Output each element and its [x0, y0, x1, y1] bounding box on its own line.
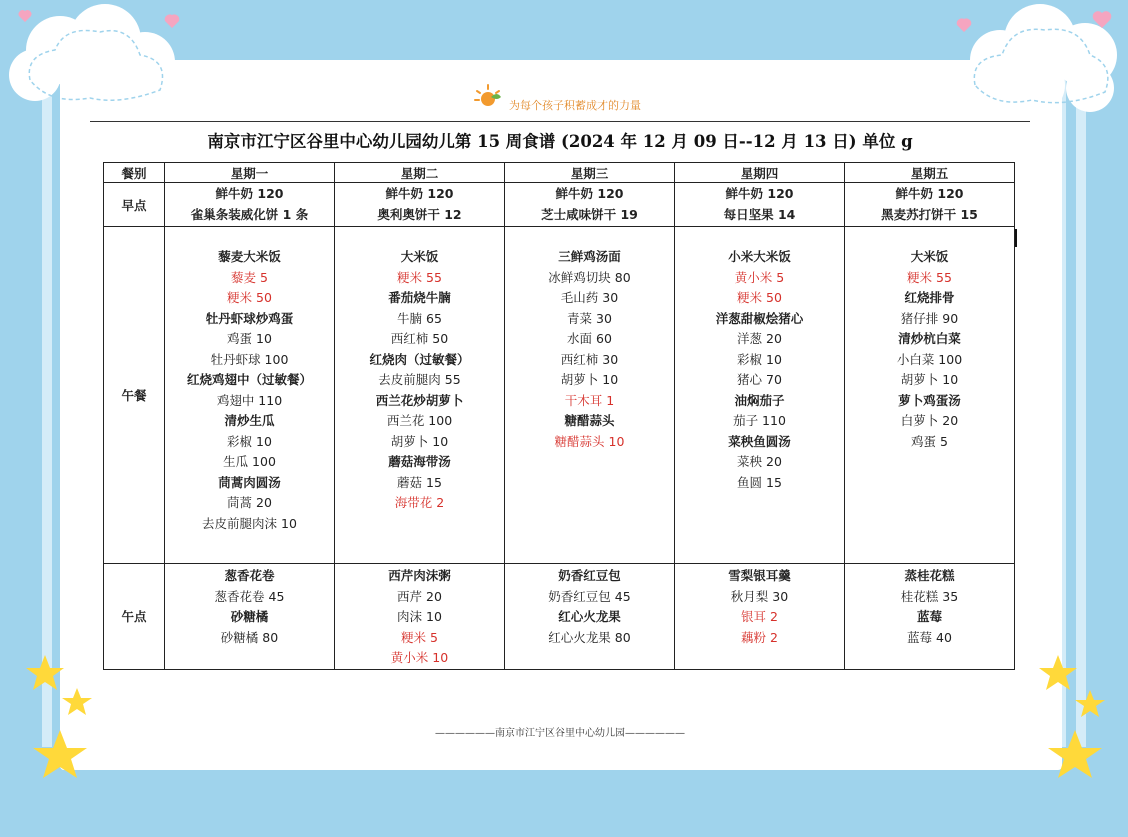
ingredient-line: 奶香红豆包 45: [548, 588, 631, 604]
dish-name: 西芹肉沫粥: [388, 568, 451, 583]
menu-cell: [505, 227, 675, 564]
ingredient-line: 猪心 70: [737, 372, 782, 387]
stars-left-icon: [15, 640, 115, 810]
ingredient-line: 鸡翅中 110: [216, 392, 283, 408]
page-title: 南京市江宁区谷里中心幼儿园幼儿第 15 周食谱 (2024 年 12 月 09 日--12 月 13 日) 单位 g: [207, 132, 913, 151]
cloud-right-icon: [940, 0, 1128, 120]
ingredient-line: 粳米 50: [227, 290, 272, 305]
menu-cell: [165, 564, 335, 670]
meal-label: 午餐: [104, 227, 165, 564]
menu-cell: [165, 183, 335, 227]
ingredient-line: 桂花糕 35: [900, 588, 959, 604]
header-monday: 星期一: [165, 163, 335, 183]
ingredient-line: 猪仔排 90: [900, 310, 959, 326]
meal-label: 午点: [104, 564, 165, 670]
stars-right-icon: [1020, 645, 1128, 805]
table-header-row: [104, 163, 1015, 183]
menu-cell: [335, 564, 505, 670]
menu-cell: [505, 564, 675, 670]
menu-cell: [845, 183, 1015, 227]
ingredient-line: 砂糖橘 80: [220, 629, 279, 645]
dish-name: 奥利奥饼干 12: [377, 206, 462, 222]
dish-name: 蒸桂花糕: [904, 568, 955, 583]
dish-name: 茼蒿肉圆汤: [218, 474, 281, 490]
ingredient-line: 粳米 55: [397, 269, 442, 285]
ingredient-line: 洋葱 20: [737, 331, 782, 346]
ingredient-line: 去皮前腿肉 55: [378, 372, 461, 387]
ingredient-line: 茄子 110: [733, 413, 786, 428]
ingredient-line: 葱香花卷 45: [214, 588, 285, 604]
menu-cell: [675, 564, 845, 670]
ingredient-line: 茼蒿 20: [227, 495, 272, 510]
dish-name: 蓝莓: [916, 609, 942, 624]
dish-name: 葱香花卷: [224, 568, 275, 583]
ingredient-line: 粳米 5: [401, 629, 438, 645]
dish-name: 菜秧鱼圆汤: [728, 433, 791, 449]
footer-text: ——————南京市江宁区谷里中心幼儿园——————: [435, 728, 685, 739]
ingredient-line: 小白菜 100: [896, 351, 963, 367]
meal-label: 早点: [104, 183, 165, 227]
dish-name: 鲜牛奶 120: [215, 186, 284, 201]
sun-logo-icon: [473, 83, 503, 113]
dish-name: 黑麦苏打饼干 15: [881, 206, 978, 222]
dish-name: 清炒杭白菜: [898, 331, 961, 346]
menu-cell: [335, 183, 505, 227]
dish-name: 小米大米饭: [728, 249, 791, 264]
ingredient-line: 去皮前腿肉沫 10: [202, 515, 297, 531]
dish-name: 大米饭: [910, 249, 949, 264]
dish-name: 奶香红豆包: [558, 568, 621, 583]
dish-name: 红烧排骨: [904, 290, 955, 305]
ingredient-line: 白萝卜 20: [900, 413, 959, 428]
ingredient-line: 彩椒 10: [227, 433, 272, 449]
dish-name: 红心火龙果: [558, 609, 621, 624]
dish-name: 雪梨银耳羹: [728, 568, 791, 583]
ingredient-line: 牡丹虾球 100: [210, 351, 289, 367]
dish-name: 鲜牛奶 120: [725, 186, 794, 201]
dish-name: 清炒生瓜: [224, 413, 275, 428]
menu-cell: [335, 227, 505, 564]
dish-name: 雀巢条装威化饼 1 条: [190, 206, 309, 222]
dish-name: 每日坚果 14: [723, 206, 796, 222]
dish-name: 砂糖橘: [230, 609, 269, 624]
ingredient-line: 西红柿 50: [390, 331, 449, 346]
ingredient-line: 鸡蛋 10: [227, 331, 272, 346]
school-logo: [473, 83, 641, 113]
ingredient-line: 银耳 2: [741, 609, 778, 624]
ingredient-line: 粳米 50: [737, 290, 782, 305]
dish-name: 萝卜鸡蛋汤: [898, 392, 961, 408]
cloud-left-icon: [0, 0, 200, 120]
ingredient-line: 冰鲜鸡切块 80: [548, 269, 631, 285]
header-divider: [90, 121, 1030, 122]
ingredient-line: 牛腩 65: [397, 310, 442, 326]
dish-name: 红烧肉（过敏餐）: [369, 351, 470, 367]
header-tuesday: 星期二: [335, 163, 505, 183]
ingredient-line: 青菜 30: [567, 310, 612, 326]
ingredient-line: 胡萝卜 10: [560, 372, 619, 387]
menu-cell: [845, 564, 1015, 670]
text-cursor: [1015, 229, 1017, 247]
header-meal: 餐别: [104, 163, 165, 183]
dish-name: 鲜牛奶 120: [385, 186, 454, 201]
dish-name: 大米饭: [400, 249, 439, 264]
ingredient-line: 糖醋蒜头 10: [554, 433, 625, 449]
ingredient-line: 蓝莓 40: [907, 629, 952, 645]
header-friday: 星期五: [845, 163, 1015, 183]
ingredient-line: 藕粉 2: [741, 629, 778, 645]
menu-cell: [165, 227, 335, 564]
ingredient-line: 胡萝卜 10: [900, 372, 959, 387]
ingredient-line: 肉沫 10: [397, 609, 442, 624]
ingredient-line: 鱼圆 15: [737, 474, 782, 490]
dish-name: 鲜牛奶 120: [555, 186, 624, 201]
ingredient-line: 西红柿 30: [560, 351, 619, 367]
slogan-text: 为每个孩子积蓄成才的力量: [509, 99, 641, 112]
menu-cell: [675, 227, 845, 564]
dish-name: 西兰花炒胡萝卜: [375, 392, 464, 408]
table-row: [104, 564, 1015, 670]
ingredient-line: 黄小米 10: [390, 650, 449, 665]
dish-name: 牡丹虾球炒鸡蛋: [205, 310, 294, 326]
dish-name: 鲜牛奶 120: [895, 186, 964, 201]
ingredient-line: 秋月梨 30: [730, 588, 789, 604]
ingredient-line: 生瓜 100: [223, 454, 276, 469]
ingredient-line: 粳米 55: [907, 269, 952, 285]
dish-name: 三鲜鸡汤面: [558, 249, 621, 264]
dish-name: 藜麦大米饭: [218, 249, 281, 264]
ingredient-line: 黄小米 5: [734, 269, 785, 285]
dish-name: 番茄烧牛腩: [388, 290, 451, 305]
ingredient-line: 鸡蛋 5: [911, 433, 948, 449]
ingredient-line: 彩椒 10: [737, 351, 782, 367]
ingredient-line: 水面 60: [567, 331, 612, 346]
dish-name: 糖醋蒜头: [564, 413, 615, 428]
menu-cell: [675, 183, 845, 227]
table-row: [104, 183, 1015, 227]
dish-name: 油焖茄子: [734, 392, 785, 408]
menu-cell: [505, 183, 675, 227]
ingredient-line: 蘑菇 15: [397, 474, 442, 490]
table-row: [104, 227, 1015, 564]
ingredient-line: 西芹 20: [397, 588, 442, 604]
menu-table: [103, 162, 1015, 670]
ingredient-line: 毛山药 30: [560, 290, 619, 305]
dish-name: 芝士咸味饼干 19: [541, 206, 638, 222]
ingredient-line: 红心火龙果 80: [548, 629, 631, 645]
ingredient-line: 胡萝卜 10: [390, 433, 449, 449]
ingredient-line: 海带花 2: [394, 495, 445, 510]
menu-cell: [845, 227, 1015, 564]
dish-name: 红烧鸡翅中（过敏餐）: [186, 372, 312, 387]
dish-name: 蘑菇海带汤: [388, 454, 451, 469]
header-wednesday: 星期三: [505, 163, 675, 183]
dish-name: 洋葱甜椒烩猪心: [715, 310, 804, 326]
header-thursday: 星期四: [675, 163, 845, 183]
ingredient-line: 藜麦 5: [231, 269, 268, 285]
ingredient-line: 菜秧 20: [737, 454, 782, 469]
ingredient-line: 干木耳 1: [564, 392, 615, 408]
ingredient-line: 西兰花 100: [386, 413, 453, 428]
